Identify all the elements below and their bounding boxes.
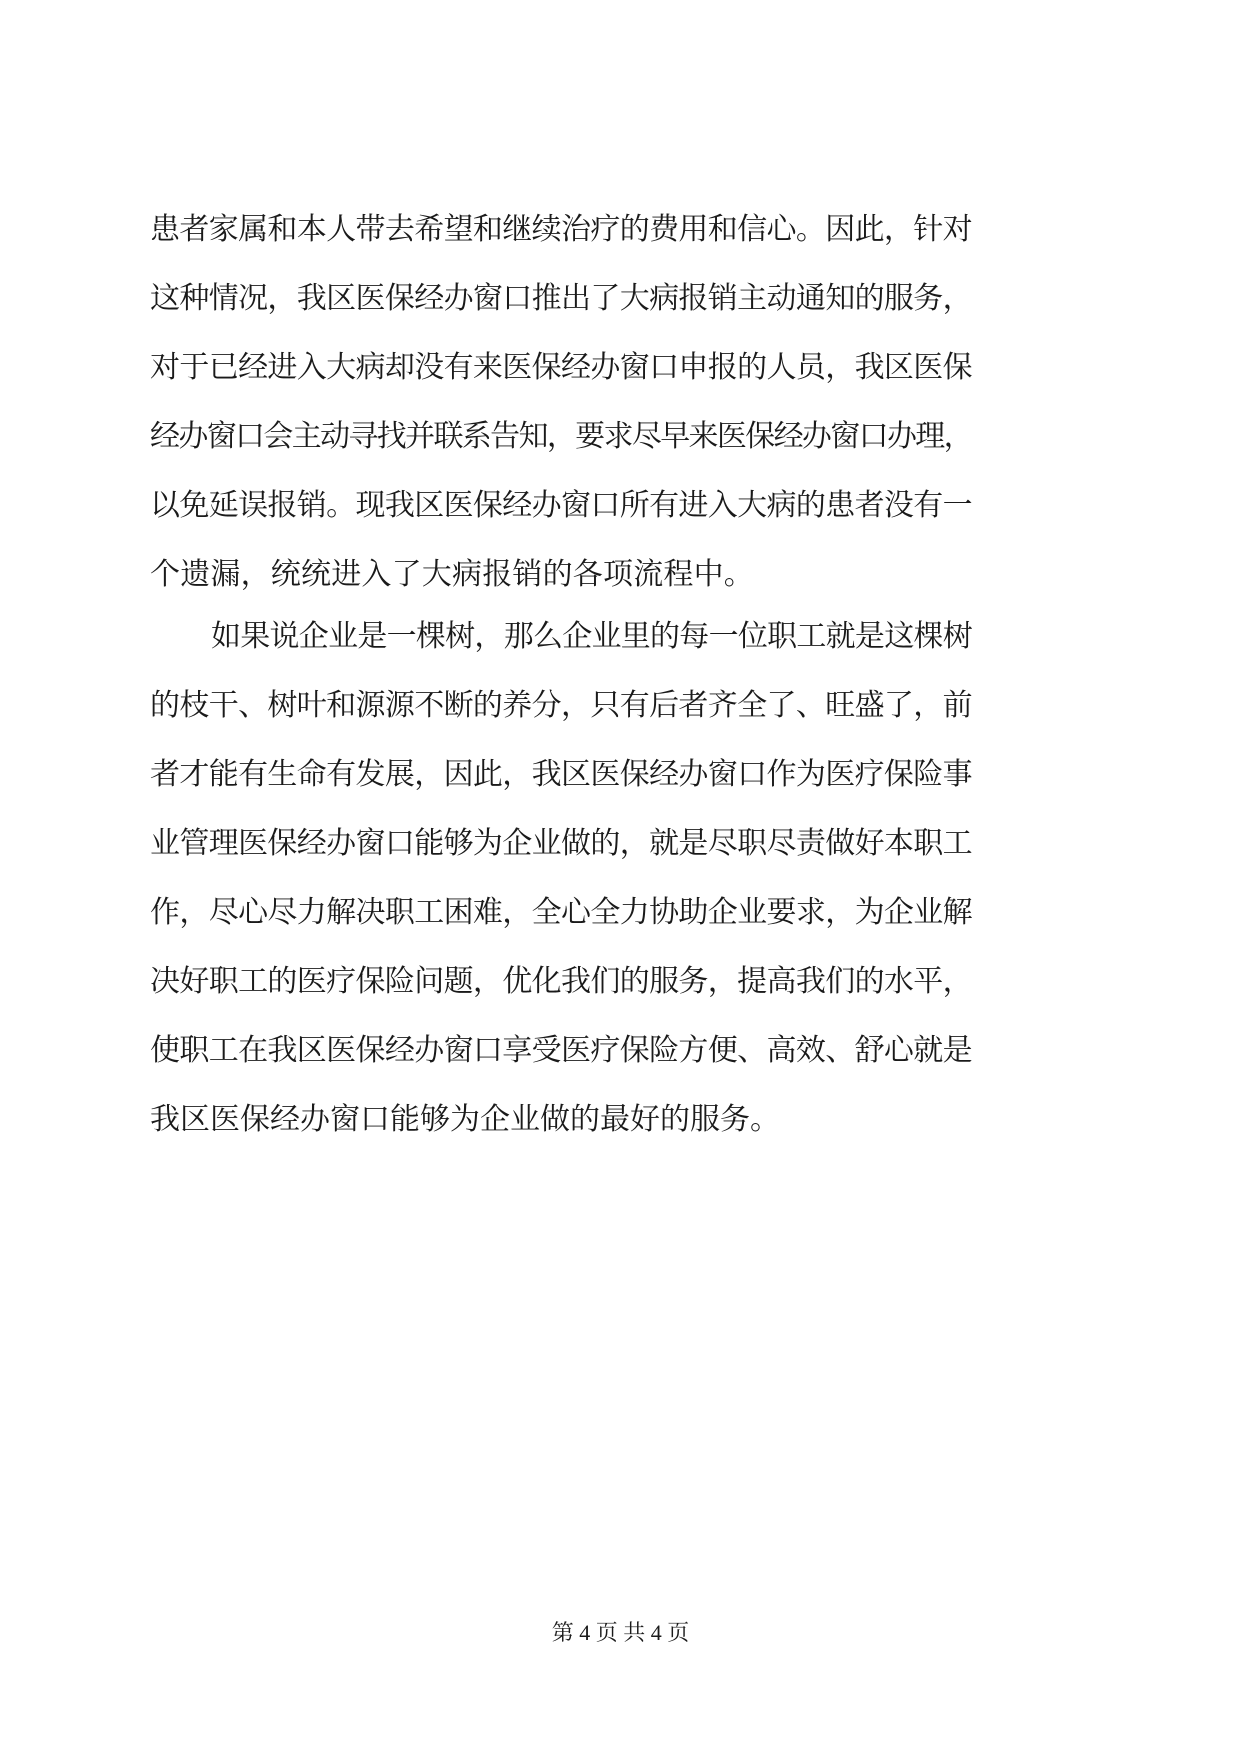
paragraph-1-line-3: 对于已经进入大病却没有来医保经办窗口申报的人员，我区医保 [150,350,972,385]
paragraph-1-line-4: 经办窗口会主动寻找并联系告知，要求尽早来医保经办窗口办理， [150,419,972,454]
paragraph-2-line-5: 作，尽心尽力解决职工困难，全心全力协助企业要求，为企业解 [150,895,972,930]
paragraph-1-line-6: 个遗漏，统统进入了大病报销的各项流程中。 [150,557,754,592]
paragraph-2-line-8: 我区医保经办窗口能够为企业做的最好的服务。 [150,1102,780,1137]
paragraph-1-line-1: 患者家属和本人带去希望和继续治疗的费用和信心。因此，针对 [150,212,972,247]
paragraph-2-line-7: 使职工在我区医保经办窗口享受医疗保险方便、高效、舒心就是 [150,1033,972,1068]
paragraph-1-line-2: 这种情况，我区医保经办窗口推出了大病报销主动通知的服务， [150,281,972,316]
paragraph-2-line-6: 决好职工的医疗保险问题，优化我们的服务，提高我们的水平， [150,964,972,999]
paragraph-2-line-2: 的枝干、树叶和源源不断的养分，只有后者齐全了、旺盛了，前 [150,688,972,723]
paragraph-2-line-1: 如果说企业是一棵树，那么企业里的每一位职工就是这棵树 [211,619,972,654]
paragraph-1-line-5: 以免延误报销。现我区医保经办窗口所有进入大病的患者没有一 [150,488,972,523]
page-number-footer: 第 4 页 共 4 页 [551,1620,690,1645]
paragraph-2-line-3: 者才能有生命有发展，因此，我区医保经办窗口作为医疗保险事 [150,757,972,792]
paragraph-2-line-4: 业管理医保经办窗口能够为企业做的，就是尽职尽责做好本职工 [150,826,972,861]
